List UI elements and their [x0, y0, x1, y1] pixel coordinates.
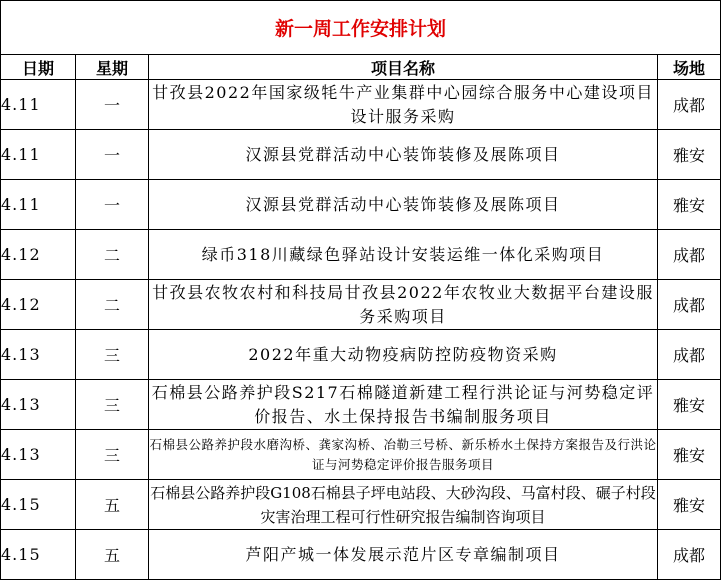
header-project: 项目名称	[149, 55, 658, 80]
place-cell: 成都	[658, 330, 721, 380]
date-cell: 4.11	[1, 130, 76, 180]
weekday-cell: 三	[76, 330, 149, 380]
place-cell: 雅安	[658, 430, 721, 480]
table-row	[1, 380, 721, 430]
date-cell: 4.11	[1, 80, 76, 130]
header-weekday: 星期	[76, 55, 149, 80]
place-cell: 雅安	[658, 380, 721, 430]
table-row	[1, 480, 721, 530]
table-row	[1, 230, 721, 280]
project-cell: 汉源县党群活动中心装饰装修及展陈项目	[149, 180, 658, 230]
header-date: 日期	[1, 55, 76, 80]
project-cell: 绿币318川藏绿色驿站设计安装运维一体化采购项目	[149, 230, 658, 280]
weekday-cell: 二	[76, 230, 149, 280]
date-cell: 4.12	[1, 280, 76, 330]
project-cell: 石棉县公路养护段G108石棉县子坪电站段、大砂沟段、马富村段、碾子村段灾害治理工程可行性研究报告编制咨询项目	[149, 480, 658, 530]
place-cell: 雅安	[658, 130, 721, 180]
date-cell: 4.13	[1, 430, 76, 480]
project-cell: 甘孜县农牧农村和科技局甘孜县2022年农牧业大数据平台建设服务采购项目	[149, 280, 658, 330]
place-cell: 成都	[658, 80, 721, 130]
date-cell: 4.11	[1, 180, 76, 230]
table-row	[1, 430, 721, 480]
weekday-cell: 三	[76, 380, 149, 430]
header-place: 场地	[658, 55, 721, 80]
table-title: 新一周工作安排计划	[1, 1, 721, 55]
project-cell: 汉源县党群活动中心装饰装修及展陈项目	[149, 130, 658, 180]
table-row	[1, 280, 721, 330]
date-cell: 4.15	[1, 530, 76, 580]
date-cell: 4.12	[1, 230, 76, 280]
table-row	[1, 130, 721, 180]
project-cell: 甘孜县2022年国家级牦牛产业集群中心园综合服务中心建设项目设计服务采购	[149, 80, 658, 130]
project-cell: 石棉县公路养护段水磨沟桥、龚家沟桥、冶勒三号桥、新乐桥水土保持方案报告及行洪论证与河势稳定评价报告服务项目	[149, 430, 658, 480]
place-cell: 成都	[658, 230, 721, 280]
table-row	[1, 180, 721, 230]
table-row	[1, 530, 721, 580]
date-cell: 4.13	[1, 380, 76, 430]
project-cell: 石棉县公路养护段S217石棉隧道新建工程行洪论证与河势稳定评价报告、水土保持报告书编制服务项目	[149, 380, 658, 430]
place-cell: 雅安	[658, 480, 721, 530]
weekday-cell: 二	[76, 280, 149, 330]
title-row	[1, 1, 721, 55]
weekday-cell: 三	[76, 430, 149, 480]
date-cell: 4.15	[1, 480, 76, 530]
table-row	[1, 330, 721, 380]
weekday-cell: 五	[76, 530, 149, 580]
weekday-cell: 一	[76, 180, 149, 230]
weekday-cell: 一	[76, 130, 149, 180]
header-row	[1, 55, 721, 80]
table-row	[1, 80, 721, 130]
project-cell: 2022年重大动物疫病防控防疫物资采购	[149, 330, 658, 380]
date-cell: 4.13	[1, 330, 76, 380]
place-cell: 成都	[658, 530, 721, 580]
project-cell: 芦阳产城一体发展示范片区专章编制项目	[149, 530, 658, 580]
place-cell: 雅安	[658, 180, 721, 230]
weekday-cell: 一	[76, 80, 149, 130]
weekday-cell: 五	[76, 480, 149, 530]
place-cell: 成都	[658, 280, 721, 330]
